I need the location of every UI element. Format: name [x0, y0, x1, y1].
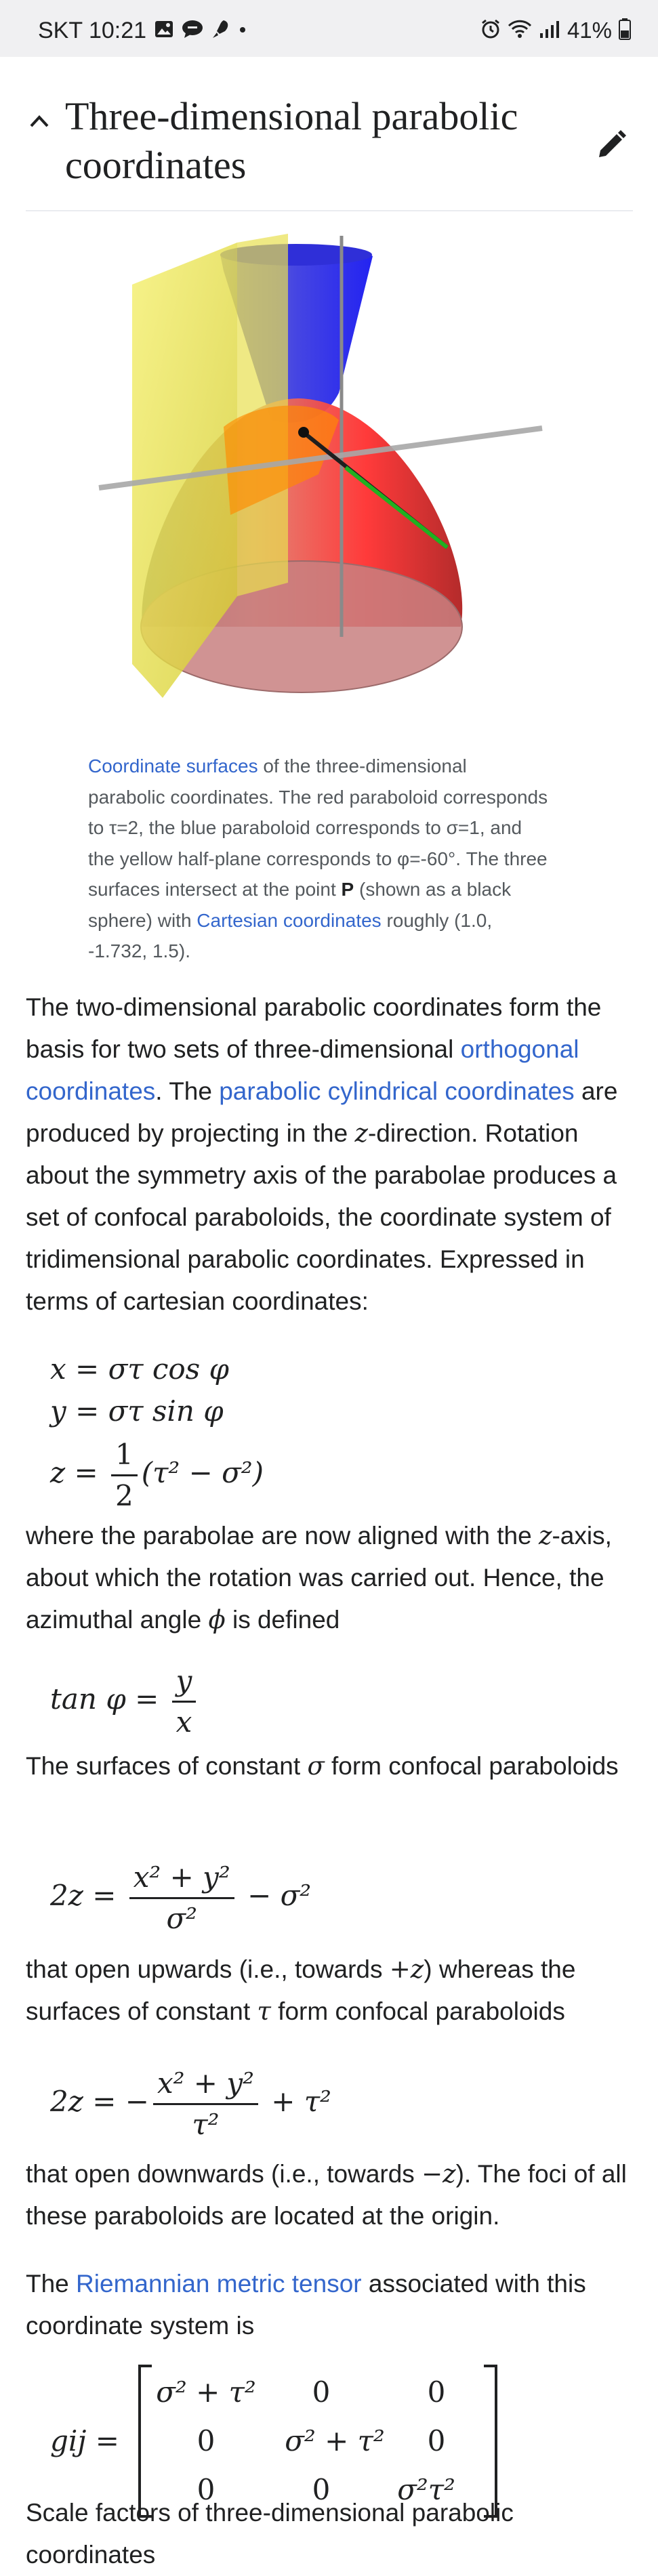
- p3-text-2: form confocal paraboloids: [324, 1752, 619, 1780]
- eq-x-line: x = στ cos φ: [50, 1352, 229, 1386]
- heading-divider: [26, 210, 633, 211]
- paragraph-sigma-surfaces: [26, 1745, 636, 1787]
- var-minus-z: −z: [421, 2159, 456, 2188]
- p5-text-2: ). The foci of all these paraboloids are located at the origin.: [26, 2160, 627, 2230]
- coordinate-surfaces-figure[interactable]: [95, 230, 569, 705]
- eq-sigma-num: x² + y²: [129, 1858, 234, 1899]
- p6-text-1: The: [26, 2270, 77, 2298]
- status-bar: [0, 0, 658, 57]
- var-sigma: σ: [307, 1751, 325, 1781]
- eq-sigma-rhs: − σ²: [238, 1879, 312, 1912]
- eq-tau-num: x² + y²: [153, 2064, 258, 2105]
- matrix-cell-0-1: 0: [312, 2375, 331, 2409]
- dot-icon: [239, 25, 247, 37]
- p4-text-2: ) whereas the surfaces of constant: [26, 1955, 576, 2025]
- paragraph-metric: [26, 2263, 636, 2347]
- eq-z-den: 2: [115, 1478, 133, 1512]
- matrix-lhs: gij =: [50, 2424, 119, 2457]
- eq-tan-fraction: [172, 1661, 197, 1742]
- matrix-cell-1-0: 0: [197, 2424, 215, 2457]
- eq-z-lhs: z =: [50, 1456, 108, 1489]
- equation-sigma-paraboloid: [50, 1854, 311, 1938]
- parabolic-cylindrical-coordinates-link[interactable]: parabolic cylindrical coordinates: [219, 1077, 575, 1105]
- caption-text-1: of the three-dimensional parabolic coordinates. The red paraboloid corresponds to τ=2, the blue paraboloid corresponds to σ=1, and the yellow half-plane corresponds to φ=-60°. The three surfaces intersect at the point: [88, 755, 548, 900]
- var-plus-z: +z: [389, 1955, 424, 1984]
- riemannian-metric-tensor-link[interactable]: Riemannian metric tensor: [76, 2270, 362, 2298]
- status-time: SKT 10:21: [38, 18, 147, 43]
- matrix-cell-2-2: σ²τ²: [397, 2473, 455, 2506]
- eq-sigma-lhs: 2z =: [50, 1879, 125, 1912]
- eq-z-line: [50, 1432, 264, 1514]
- equation-tan-phi: [50, 1657, 200, 1741]
- matrix-cell-1-1: σ² + τ²: [285, 2424, 385, 2457]
- alarm-icon: [480, 19, 501, 43]
- eq-tan-lhs: tan φ =: [50, 1682, 168, 1716]
- caption-text-3: roughly (1.0, -1.732, 1.5).: [88, 909, 493, 961]
- var-tau: τ: [257, 1997, 271, 2026]
- edit-pencil-icon[interactable]: [594, 127, 629, 163]
- signal-icon: [539, 20, 560, 42]
- orthogonal-coordinates-link[interactable]: orthogonal coordinates: [26, 1035, 579, 1105]
- rocket-icon: [211, 19, 230, 43]
- battery-icon: [619, 18, 631, 43]
- p3-text-1: The surfaces of constant: [26, 1752, 308, 1780]
- caption-text-2: (shown as a black sphere) with: [88, 879, 512, 931]
- battery-level: 41%: [567, 18, 612, 43]
- p2-text-2: -axis, about which the rotation was carried out. Hence, the azimuthal angle: [26, 1522, 612, 1634]
- figure-caption: [88, 751, 549, 967]
- matrix-cell-2-0: 0: [197, 2473, 215, 2506]
- eq-tan-den: x: [176, 1705, 192, 1739]
- p2-text-1: where the parabolae are now aligned with the: [26, 1522, 539, 1550]
- p1-text-3: are produced by projecting in the: [26, 1077, 618, 1147]
- eq-sigma-den: σ²: [166, 1901, 197, 1935]
- eq-tau-rhs: + τ²: [262, 2085, 331, 2118]
- equation-cartesian: [50, 1348, 264, 1514]
- eq-sigma-line: [50, 1854, 311, 1938]
- p6-text-2: associated with this coordinate system is: [26, 2270, 586, 2340]
- p4-text-3: form confocal paraboloids: [270, 1997, 565, 2025]
- cartesian-coordinates-link[interactable]: Cartesian coordinates: [197, 909, 382, 931]
- p2-text-3: is defined: [225, 1606, 340, 1634]
- message-icon: [182, 20, 203, 42]
- eq-tau-fraction: [153, 2064, 258, 2144]
- gallery-icon: [155, 20, 173, 41]
- chevron-up-icon[interactable]: [26, 107, 53, 134]
- equation-tau-paraboloid: [50, 2060, 331, 2144]
- eq-tan-line: [50, 1657, 200, 1741]
- paragraph-azimuth: [26, 1515, 636, 1641]
- eq-z-num: 1: [111, 1435, 138, 1476]
- p4-text-1: that open upwards (i.e., towards: [26, 1955, 390, 1983]
- paragraph-tau-surfaces: [26, 1949, 636, 2033]
- section-heading[interactable]: [26, 92, 636, 211]
- eq-z-rhs: (τ² − σ²): [141, 1456, 264, 1489]
- caption-point-label: P: [341, 879, 354, 900]
- matrix-cell-1-2: 0: [427, 2424, 446, 2457]
- matrix-cell-0-0: σ² + τ²: [156, 2375, 256, 2409]
- p1-text-1: The two-dimensional parabolic coordinates form the basis for two sets of three-dimensional: [26, 993, 602, 1063]
- wifi-icon: [508, 20, 532, 42]
- matrix-cell-0-2: 0: [427, 2375, 446, 2409]
- eq-tau-den: τ²: [192, 2107, 220, 2141]
- eq-tau-lhs: 2z = −: [50, 2085, 149, 2118]
- paragraph-foci: [26, 2153, 636, 2237]
- section-title: Three-dimensional parabolic coordinates: [65, 94, 518, 187]
- p5-text-1: that open downwards (i.e., towards: [26, 2160, 422, 2188]
- var-z-2: z: [538, 1521, 552, 1550]
- eq-y-line: y = στ sin φ: [50, 1394, 224, 1428]
- var-z: z: [354, 1119, 368, 1148]
- coordinate-surfaces-link[interactable]: Coordinate surfaces: [88, 755, 258, 776]
- eq-tan-num: y: [172, 1661, 197, 1703]
- eq-sigma-fraction: [129, 1858, 234, 1938]
- paragraph-intro: [26, 986, 636, 1323]
- p1-text-2: . The: [155, 1077, 220, 1105]
- eq-tau-line: [50, 2060, 331, 2144]
- var-phi: ϕ: [208, 1605, 226, 1634]
- p1-text-4: -direction. Rotation about the symmetry axis of the parabolae produces a set of confocal paraboloids, the coordinate system of tridimensional parabolic coordinates. Expressed in terms of cartesian coordinates:: [26, 1119, 617, 1315]
- cutoff-line: Scale factors of three-dimensional parabolic coordinates: [26, 2499, 514, 2569]
- matrix-cell-2-1: 0: [312, 2473, 331, 2506]
- eq-z-fraction: [111, 1435, 138, 1516]
- cutoff-text: [26, 2499, 636, 2569]
